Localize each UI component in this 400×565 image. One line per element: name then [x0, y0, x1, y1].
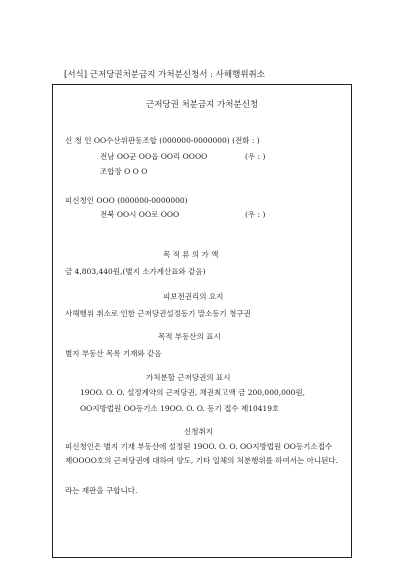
respondent-address: 전북 OO시 OO로 OOO	[100, 210, 180, 219]
applicant-postal-code: (우 : )	[245, 152, 266, 161]
claim-value-heading: 목 적 류 의 가 액	[163, 250, 219, 259]
respondent-postal-code: (우 : )	[245, 210, 266, 219]
preserved-right-heading: 피보전권리의 요지	[163, 292, 224, 301]
respondent-line: 피신청인 OOO (000000-0000000)	[65, 196, 188, 205]
purpose-closing: 라는 재판을 구합니다.	[65, 486, 138, 495]
document-title: 근저당권 처분금지 가처분신청	[146, 100, 259, 110]
purpose-body: 피신청인은 별지 기재 부동산에 설정된 19OO. O. O. OO지방법원 OO등기소접수 제OOOO호의 근저당권에 대하여 양도, 기타 일체의 처분행위를 하여서는 아니된다.	[65, 442, 339, 465]
claim-value-text: 금 4,803,440원,(별지 소가계산표와 같음)	[65, 267, 206, 276]
applicant-line: 신 청 인 OO수산위판동조합 (000000-0000000) (전화 : )	[65, 136, 260, 145]
mortgage-heading: 가처분할 근저당권의 표시	[146, 373, 231, 382]
applicant-representative: 조합장 O O O	[100, 167, 148, 176]
property-heading: 목적 부동산의 표시	[158, 332, 221, 341]
applicant-address: 전남 OO군 OO읍 OO리 OOOO	[100, 152, 208, 161]
property-text: 별지 부동산 목록 기재와 같음	[65, 349, 162, 358]
mortgage-line-2: OO지방법원 OO등기소 19OO. O. O. 등기 접수 제10419호	[80, 404, 280, 413]
purpose-heading: 신청취지	[184, 427, 213, 436]
preserved-right-text: 사해행위 취소로 인한 근저당권설정등기 말소등기 청구권	[65, 309, 251, 318]
document-caption: [서식] 근저당권처분금지 가처분신청서 : 사해행위취소	[64, 70, 265, 80]
mortgage-line-1: 19OO. O. O. 설정계약의 근저당권, 채권최고액 금 200,000,000원,	[80, 388, 306, 397]
